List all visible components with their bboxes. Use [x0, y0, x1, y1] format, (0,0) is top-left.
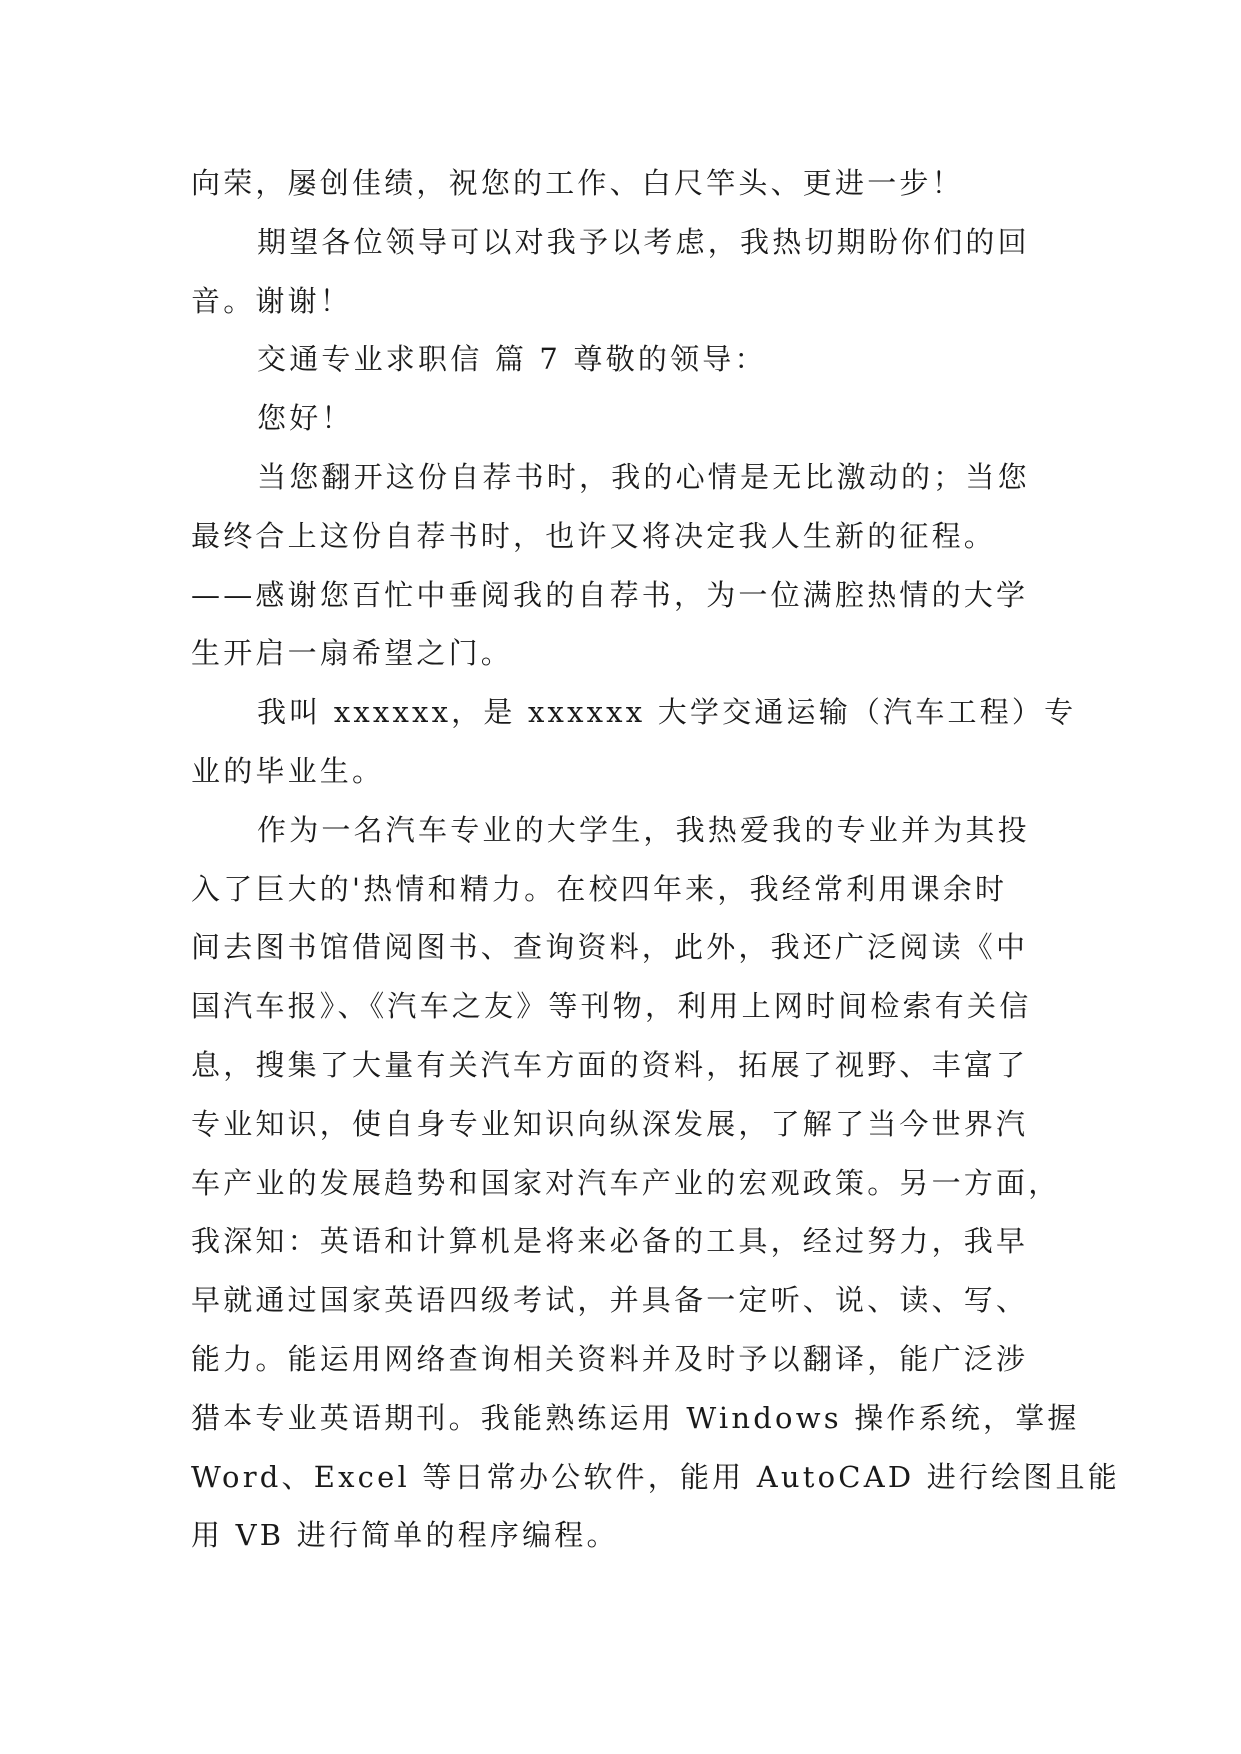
text-line: 最终合上这份自荐书时，也许又将决定我人生新的征程。	[191, 518, 997, 553]
text-line: 我叫 xxxxxx，是 xxxxxx 大学交通运输（汽车工程）专	[257, 695, 1077, 730]
text-line: 能力。能运用网络查询相关资料并及时予以翻译，能广泛涉	[191, 1341, 1029, 1376]
text-line: 您好！	[257, 401, 354, 436]
text-line: 用 VB 进行简单的程序编程。	[191, 1518, 619, 1553]
text-line: 国汽车报》、《汽车之友》等刊物，利用上网时间检索有关信	[191, 989, 1032, 1024]
text-line: ——感谢您百忙中垂阅我的自荐书，为一位满腔热情的大学	[191, 577, 1029, 612]
text-line: 息，搜集了大量有关汽车方面的资料，拓展了视野、丰富了	[191, 1047, 1029, 1082]
text-line: 作为一名汽车专业的大学生，我热爱我的专业并为其投	[257, 812, 1030, 847]
text-line: 交通专业求职信 篇 7 尊敬的领导：	[257, 342, 767, 377]
text-line: 专业知识，使自身专业知识向纵深发展，了解了当今世界汽	[191, 1106, 1029, 1141]
text-line: 早就通过国家英语四级考试，并具备一定听、说、读、写、	[191, 1283, 1029, 1318]
text-line: 向荣，屡创佳绩，祝您的工作、白尺竿头、更进一步！	[191, 166, 964, 200]
text-line: 生开启一扇希望之门。	[191, 636, 514, 671]
text-line: 车产业的发展趋势和国家对汽车产业的宏观政策。另一方面，	[191, 1165, 1061, 1200]
text-line: 间去图书馆借阅图书、查询资料，此外，我还广泛阅读《中	[191, 930, 1029, 965]
text-line: 我深知：英语和计算机是将来必备的工具，经过努力，我早	[191, 1224, 1029, 1259]
text-line: 入了巨大的'热情和精力。在校四年来，我经常利用课余时	[191, 871, 1008, 906]
text-line: 业的毕业生。	[191, 753, 385, 788]
text-line: 音。谢谢！	[191, 283, 353, 318]
text-line: Word、Excel 等日常办公软件，能用 AutoCAD 进行绘图且能	[191, 1459, 1120, 1494]
letter-body	[191, 154, 1120, 1565]
text-line: 猎本专业英语期刊。我能熟练运用 Windows 操作系统，掌握	[191, 1400, 1080, 1435]
text-line: 期望各位领导可以对我予以考虑，我热切期盼你们的回	[257, 224, 1030, 259]
text-line: 当您翻开这份自荐书时，我的心情是无比激动的；当您	[257, 459, 1030, 494]
